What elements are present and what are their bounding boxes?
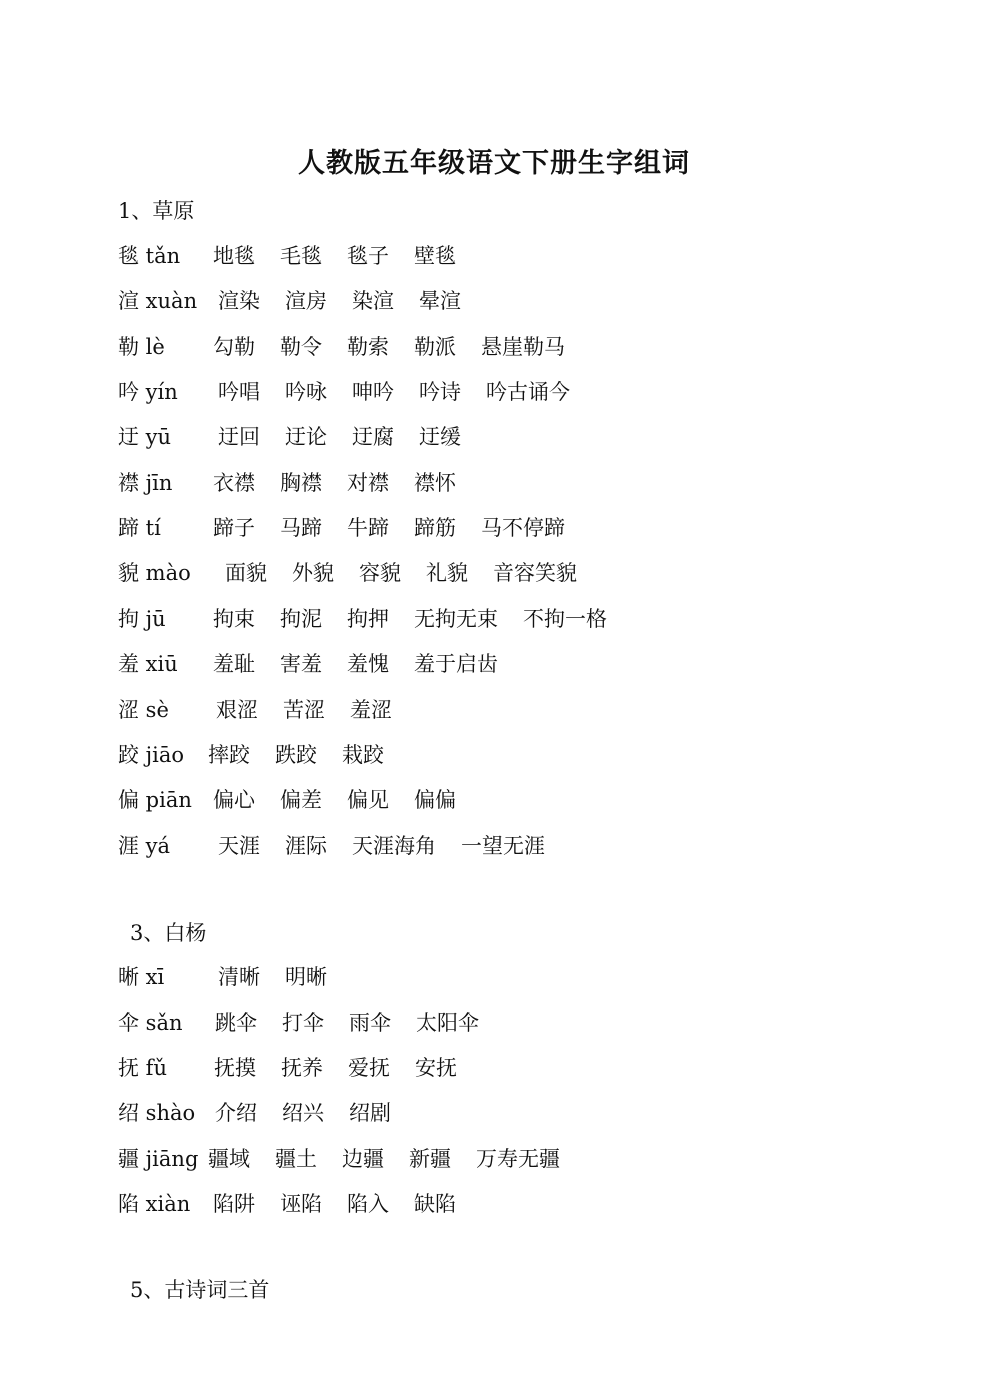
word: 栽跤	[342, 743, 384, 767]
list-item	[118, 467, 456, 495]
word: 壁毯	[414, 244, 456, 268]
character-pinyin: 偏 piān	[118, 788, 192, 812]
word: 爱抚	[348, 1056, 390, 1080]
word: 万寿无疆	[476, 1147, 560, 1171]
word: 抚摸	[214, 1056, 256, 1080]
word-group	[218, 285, 486, 315]
word: 勒索	[347, 335, 389, 359]
word: 迂回	[218, 425, 260, 449]
word-group	[218, 421, 486, 451]
character-pinyin: 抚 fǔ	[118, 1056, 167, 1080]
section-heading: 5、古诗词三首	[130, 1278, 270, 1302]
list-item	[118, 331, 565, 359]
word: 天涯	[218, 834, 260, 858]
list-item	[118, 1188, 456, 1216]
word-group	[213, 1188, 481, 1218]
word: 晕渲	[419, 289, 461, 313]
word-group	[208, 1143, 585, 1173]
word-group	[213, 467, 481, 497]
list-item	[118, 648, 498, 676]
word-group	[215, 1097, 416, 1127]
list-item	[118, 376, 570, 404]
word: 吟唱	[218, 380, 260, 404]
word: 染渲	[352, 289, 394, 313]
word: 无拘无束	[414, 607, 498, 631]
word: 蹄子	[213, 516, 255, 540]
list-item	[118, 1097, 391, 1125]
character-pinyin: 勒 lè	[118, 335, 165, 359]
word: 雨伞	[349, 1011, 391, 1035]
word: 偏心	[213, 788, 255, 812]
character-pinyin: 吟 yín	[118, 380, 178, 404]
word: 勒令	[280, 335, 322, 359]
word: 边疆	[342, 1147, 384, 1171]
character-pinyin: 貌 mào	[118, 561, 191, 585]
character-pinyin: 涯 yá	[118, 834, 171, 858]
word: 跳伞	[215, 1011, 257, 1035]
word: 拘押	[347, 607, 389, 631]
word: 一望无涯	[461, 834, 545, 858]
list-item	[118, 557, 577, 585]
word: 绍剧	[349, 1101, 391, 1125]
word: 外貌	[292, 561, 334, 585]
list-item	[118, 512, 565, 540]
word: 礼貌	[426, 561, 468, 585]
word: 拘束	[213, 607, 255, 631]
word: 疆域	[208, 1147, 250, 1171]
word: 蹄筋	[414, 516, 456, 540]
word-group	[213, 512, 590, 542]
word: 衣襟	[213, 471, 255, 495]
word: 地毯	[213, 244, 255, 268]
word: 襟怀	[414, 471, 456, 495]
word: 打伞	[282, 1011, 324, 1035]
word: 新疆	[409, 1147, 451, 1171]
character-pinyin: 晰 xī	[118, 965, 165, 989]
list-item	[118, 285, 461, 313]
word-group	[213, 784, 481, 814]
word: 毛毯	[280, 244, 322, 268]
word: 苦涩	[283, 698, 325, 722]
character-pinyin: 跤 jiāo	[118, 743, 185, 767]
word: 偏差	[280, 788, 322, 812]
word: 天涯海角	[352, 834, 436, 858]
word-group	[213, 648, 523, 678]
word: 摔跤	[208, 743, 250, 767]
word: 吟诗	[419, 380, 461, 404]
word-group	[208, 739, 409, 769]
word: 艰涩	[216, 698, 258, 722]
word: 陷入	[347, 1192, 389, 1216]
word: 羞耻	[213, 652, 255, 676]
page-title: 人教版五年级语文下册生字组词	[298, 148, 690, 179]
word: 勒派	[414, 335, 456, 359]
list-item	[118, 603, 607, 631]
list-item	[118, 421, 461, 449]
word: 抚养	[281, 1056, 323, 1080]
list-item	[118, 1143, 560, 1171]
character-pinyin: 绍 shào	[118, 1101, 196, 1125]
character-pinyin: 迂 yū	[118, 425, 172, 449]
list-item	[118, 961, 327, 989]
word: 面貌	[225, 561, 267, 585]
word: 害羞	[280, 652, 322, 676]
word: 安抚	[415, 1056, 457, 1080]
word: 毯子	[347, 244, 389, 268]
word: 缺陷	[414, 1192, 456, 1216]
word: 悬崖勒马	[481, 335, 565, 359]
character-pinyin: 羞 xiū	[118, 652, 178, 676]
word-group	[225, 557, 602, 587]
list-item	[118, 739, 384, 767]
word-group	[218, 961, 352, 991]
word-group	[216, 694, 417, 724]
word: 羞于启齿	[414, 652, 498, 676]
word-group	[213, 240, 481, 270]
character-pinyin: 疆 jiāng	[118, 1147, 199, 1171]
word: 迂腐	[352, 425, 394, 449]
word: 迂缓	[419, 425, 461, 449]
word-group	[213, 331, 590, 361]
word: 牛蹄	[347, 516, 389, 540]
word: 介绍	[215, 1101, 257, 1125]
word: 明晰	[285, 965, 327, 989]
word: 渲染	[218, 289, 260, 313]
list-item	[118, 240, 456, 268]
word: 绍兴	[282, 1101, 324, 1125]
character-pinyin: 蹄 tí	[118, 516, 161, 540]
word-group	[218, 376, 595, 406]
list-item	[118, 694, 392, 722]
character-pinyin: 伞 sǎn	[118, 1011, 183, 1035]
word-group	[215, 1007, 504, 1037]
word: 吟咏	[285, 380, 327, 404]
character-pinyin: 拘 jū	[118, 607, 166, 631]
word: 偏见	[347, 788, 389, 812]
word: 吟古诵今	[486, 380, 570, 404]
character-pinyin: 渲 xuàn	[118, 289, 198, 313]
word: 马蹄	[280, 516, 322, 540]
word: 陷阱	[213, 1192, 255, 1216]
word: 呻吟	[352, 380, 394, 404]
word-group	[218, 830, 570, 860]
character-pinyin: 陷 xiàn	[118, 1192, 191, 1216]
list-item	[118, 830, 545, 858]
word: 马不停蹄	[481, 516, 565, 540]
word: 羞涩	[350, 698, 392, 722]
word: 偏偏	[414, 788, 456, 812]
word: 迂论	[285, 425, 327, 449]
word: 清晰	[218, 965, 260, 989]
word: 跌跤	[275, 743, 317, 767]
word: 羞愧	[347, 652, 389, 676]
word: 勾勒	[213, 335, 255, 359]
word: 不拘一格	[523, 607, 607, 631]
list-item	[118, 1007, 479, 1035]
section-heading: 1、草原	[118, 199, 195, 223]
word: 涯际	[285, 834, 327, 858]
word: 对襟	[347, 471, 389, 495]
character-pinyin: 襟 jīn	[118, 471, 173, 495]
character-pinyin: 涩 sè	[118, 698, 169, 722]
word: 音容笑貌	[493, 561, 577, 585]
word: 拘泥	[280, 607, 322, 631]
word: 太阳伞	[416, 1011, 479, 1035]
list-item	[118, 1052, 457, 1080]
word: 容貌	[359, 561, 401, 585]
word: 诬陷	[280, 1192, 322, 1216]
list-item	[118, 784, 456, 812]
word: 渲房	[285, 289, 327, 313]
word: 疆土	[275, 1147, 317, 1171]
word-group	[214, 1052, 482, 1082]
section-heading: 3、白杨	[130, 921, 207, 945]
character-pinyin: 毯 tǎn	[118, 244, 181, 268]
word: 胸襟	[280, 471, 322, 495]
word-group	[213, 603, 632, 633]
